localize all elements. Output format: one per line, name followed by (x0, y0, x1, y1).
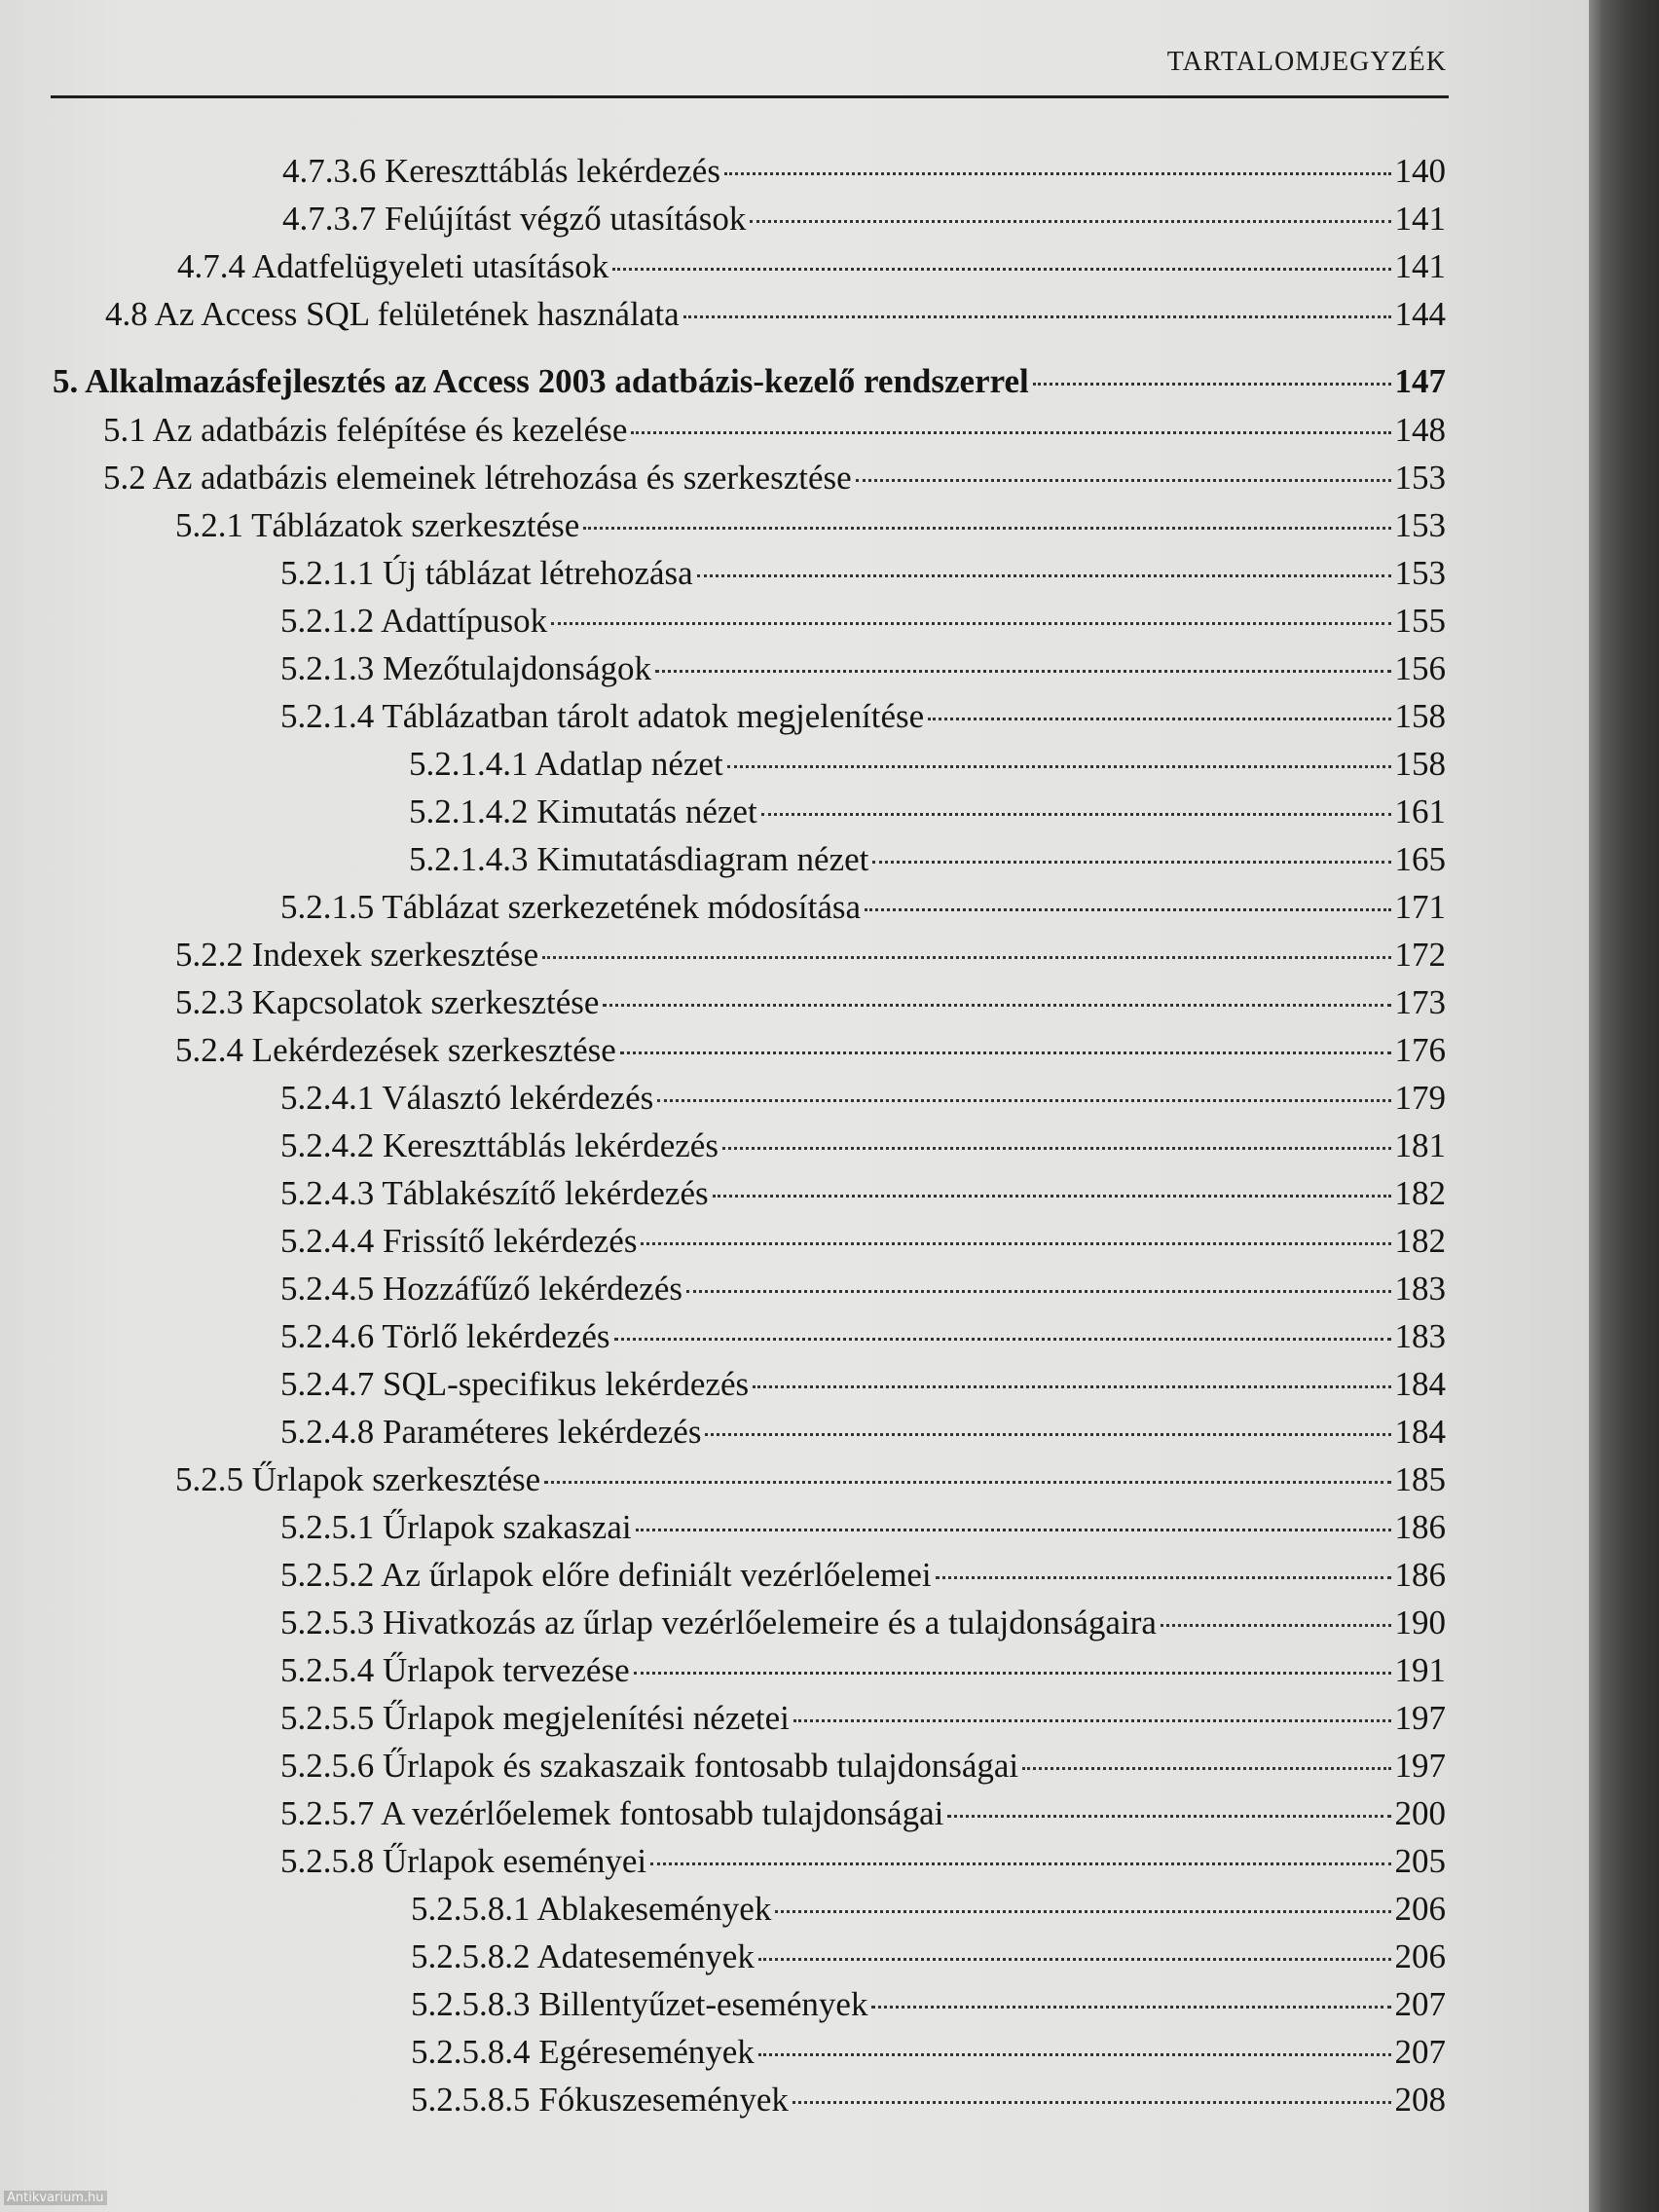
toc-entry-label: 5.2.4.7 SQL-specifikus lekérdezés (280, 1365, 750, 1403)
toc-entry-page: 148 (1394, 411, 1446, 449)
dot-leader (641, 1242, 1390, 1245)
toc-entry (175, 983, 1446, 1031)
dot-leader (705, 1433, 1390, 1436)
dot-leader (722, 1147, 1391, 1150)
toc-entry-page: 153 (1394, 506, 1446, 544)
toc-entry-label: 5.2.5.4 Űrlapok tervezése (280, 1651, 630, 1689)
toc-entry-page: 184 (1394, 1413, 1446, 1451)
toc-entry (280, 1365, 1446, 1413)
toc-entry (280, 1747, 1446, 1794)
toc-entry-page: 155 (1394, 602, 1446, 640)
toc-entry-label: 5.2.5.2 Az űrlapok előre definiált vezérlőelemei (280, 1556, 932, 1594)
toc-entry-label: 5.1 Az adatbázis felépítése és kezelése (103, 411, 628, 449)
toc-entry-label: 5.2.1 Táblázatok szerkesztése (175, 506, 580, 544)
toc-entry (280, 1508, 1446, 1556)
toc-entry-label: 4.7.3.6 Kereszttáblás lekérdezés (282, 152, 720, 190)
toc-entry-label: 5.2.3 Kapcsolatok szerkesztése (175, 983, 600, 1021)
toc-entry-page: 205 (1394, 1842, 1446, 1880)
toc-entry-page: 191 (1394, 1651, 1446, 1689)
dot-leader (686, 1290, 1391, 1293)
toc-entry (280, 1842, 1446, 1890)
toc-entry (175, 936, 1446, 983)
toc-entry (280, 554, 1446, 602)
toc-entry (280, 697, 1446, 745)
dot-leader (1022, 1767, 1390, 1770)
dot-leader (936, 1576, 1391, 1579)
dot-leader (947, 1815, 1390, 1818)
toc-entry-page: 144 (1394, 295, 1446, 333)
toc-entry (411, 2033, 1446, 2081)
toc-entry-page: 140 (1394, 152, 1446, 190)
toc-entry-page: 206 (1394, 1890, 1446, 1928)
toc-entry-label: 5.2.4.3 Táblakészítő lekérdezés (280, 1174, 709, 1212)
dot-leader (551, 622, 1390, 625)
toc-entry-page: 186 (1394, 1508, 1446, 1546)
toc-entry-page: 173 (1394, 983, 1446, 1021)
toc-entry-page: 183 (1394, 1270, 1446, 1308)
toc-entry-page: 207 (1394, 1985, 1446, 2023)
toc-entry-page: 147 (1394, 362, 1446, 400)
toc-entry (409, 793, 1446, 840)
toc-entry-page: 141 (1394, 200, 1446, 238)
toc-entry (175, 1031, 1446, 1079)
toc-entry (175, 1460, 1446, 1508)
toc-entry (411, 2081, 1446, 2128)
toc-entry (411, 1937, 1446, 1985)
dot-leader (713, 1195, 1391, 1198)
toc-entry-page: 171 (1394, 888, 1446, 926)
toc-entry (280, 888, 1446, 936)
dot-leader (612, 268, 1390, 271)
toc-entry-label: 5.2.1.1 Új táblázat létrehozása (280, 554, 693, 592)
toc-entry-page: 156 (1394, 649, 1446, 687)
toc-entry (105, 295, 1446, 343)
dot-leader (614, 1338, 1391, 1341)
toc-entry (280, 649, 1446, 697)
toc-entry-label: 5.2.5.5 Űrlapok megjelenítési nézetei (280, 1699, 790, 1737)
book-page-edge (1589, 0, 1659, 2212)
toc-entry (411, 1985, 1446, 2033)
dot-leader (761, 813, 1391, 816)
toc-entry (103, 459, 1446, 506)
dot-leader (650, 1862, 1390, 1865)
toc-entry-label: 5.2.4.6 Törlő lekérdezés (280, 1317, 610, 1355)
toc-entry-label: 5.2.5.1 Űrlapok szakaszai (280, 1508, 632, 1546)
dot-leader (727, 765, 1391, 768)
dot-leader (620, 1051, 1391, 1054)
toc-entry-page: 179 (1394, 1079, 1446, 1117)
toc-entry-label: 4.7.4 Adatfelügyeleti utasítások (177, 247, 609, 285)
toc-entry (409, 745, 1446, 793)
toc-entry-label: 5.2.1.4 Táblázatban tárolt adatok megjelenítése (280, 697, 925, 735)
toc-entry-page: 172 (1394, 936, 1446, 974)
toc-entry-label: 5. Alkalmazásfejlesztés az Access 2003 adatbázis-kezelő rendszerrel (53, 362, 1029, 400)
toc-entry (282, 200, 1446, 247)
dot-leader (655, 670, 1390, 673)
toc-entry-label: 5.2.1.5 Táblázat szerkezetének módosítása (280, 888, 862, 926)
toc-entry-page: 183 (1394, 1317, 1446, 1355)
dot-leader (542, 956, 1390, 959)
dot-leader (758, 2053, 1391, 2056)
dot-leader (793, 1719, 1391, 1722)
toc-entry-page: 181 (1394, 1126, 1446, 1164)
toc-entry (280, 1699, 1446, 1747)
dot-leader (657, 1099, 1390, 1102)
toc-entry (280, 1270, 1446, 1317)
toc-entry (175, 506, 1446, 554)
toc-entry-page: 153 (1394, 459, 1446, 497)
toc-entry-page: 161 (1394, 793, 1446, 830)
toc-entry (409, 840, 1446, 888)
toc-entry-label: 5.2 Az adatbázis elemeinek létrehozása és szerkesztése (103, 459, 852, 497)
dot-leader (697, 574, 1391, 577)
dot-leader (871, 2006, 1390, 2009)
toc-entry-label: 5.2.5.6 Űrlapok és szakaszaik fontosabb tulajdonságai (280, 1747, 1019, 1785)
toc-entry-label: 5.2.1.4.3 Kimutatásdiagram nézet (409, 840, 869, 878)
toc-entry (280, 1222, 1446, 1270)
dot-leader (724, 172, 1391, 175)
dot-leader (750, 220, 1390, 223)
toc-entry-label: 5.2.5 Űrlapok szerkesztése (175, 1460, 541, 1498)
toc-entry (280, 1079, 1446, 1126)
dot-leader (1161, 1624, 1391, 1627)
toc-entry (280, 1794, 1446, 1842)
dot-leader (631, 431, 1390, 434)
toc-entry-label: 5.2.1.2 Adattípusok (280, 602, 548, 640)
toc-entry-label: 5.2.4.8 Paraméteres lekérdezés (280, 1413, 702, 1451)
toc-entry (280, 1413, 1446, 1460)
toc-entry-page: 158 (1394, 745, 1446, 783)
toc-entry (280, 602, 1446, 649)
running-header: TARTALOMJEGYZÉK (1166, 47, 1447, 77)
toc-entry-page: 197 (1394, 1747, 1446, 1785)
dot-leader (753, 1385, 1390, 1388)
dot-leader (1033, 383, 1391, 386)
dot-leader (603, 1004, 1390, 1007)
toc-entry-page: 200 (1394, 1794, 1446, 1832)
toc-entry-label: 5.2.5.8.4 Egéresemények (411, 2033, 755, 2071)
toc-entry (177, 247, 1446, 295)
header-rule (51, 95, 1449, 98)
dot-leader (683, 315, 1391, 318)
toc-entry-page: 185 (1394, 1460, 1446, 1498)
toc-entry (103, 411, 1446, 459)
dot-leader (872, 861, 1390, 864)
toc-chapter-entry (53, 362, 1446, 410)
dot-leader (544, 1481, 1390, 1484)
dot-leader (928, 718, 1390, 720)
toc-entry (280, 1651, 1446, 1699)
toc-entry-label: 5.2.1.3 Mezőtulajdonságok (280, 649, 652, 687)
toc-entry-label: 5.2.4 Lekérdezések szerkesztése (175, 1031, 616, 1069)
toc-entry-label: 4.8 Az Access SQL felületének használata (105, 295, 680, 333)
toc-entry-label: 5.2.2 Indexek szerkesztése (175, 936, 539, 974)
toc-entry (280, 1174, 1446, 1222)
toc-entry (411, 1890, 1446, 1937)
toc-entry-label: 5.2.5.8 Űrlapok eseményei (280, 1842, 647, 1880)
dot-leader (793, 2101, 1391, 2104)
toc-entry-page: 206 (1394, 1937, 1446, 1975)
toc-entry (280, 1604, 1446, 1651)
toc-entry-page: 197 (1394, 1699, 1446, 1737)
dot-leader (634, 1672, 1391, 1675)
toc-entry-page: 182 (1394, 1174, 1446, 1212)
toc-entry (280, 1126, 1446, 1174)
toc-entry-page: 158 (1394, 697, 1446, 735)
toc-entry-page: 141 (1394, 247, 1446, 285)
toc-entry (280, 1556, 1446, 1604)
watermark: Antikvarium.hu (4, 2191, 107, 2205)
dot-leader (758, 1958, 1391, 1961)
toc-entry (282, 152, 1446, 200)
toc-entry-label: 4.7.3.7 Felújítást végző utasítások (282, 200, 747, 238)
toc-entry-page: 186 (1394, 1556, 1446, 1594)
toc-entry-page: 190 (1394, 1604, 1446, 1641)
toc-entry-label: 5.2.4.2 Kereszttáblás lekérdezés (280, 1126, 719, 1164)
toc-entry-page: 165 (1394, 840, 1446, 878)
toc-entry-page: 176 (1394, 1031, 1446, 1069)
toc-entry-label: 5.2.1.4.2 Kimutatás nézet (409, 793, 757, 830)
toc-entry-page: 207 (1394, 2033, 1446, 2071)
dot-leader (636, 1529, 1391, 1531)
toc-entry-label: 5.2.5.8.3 Billentyűzet-események (411, 1985, 868, 2023)
toc-entry-label: 5.2.4.1 Választó lekérdezés (280, 1079, 654, 1117)
toc-entry-label: 5.2.5.7 A vezérlőelemek fontosabb tulajdonságai (280, 1794, 944, 1832)
dot-leader (583, 527, 1390, 530)
dot-leader (775, 1910, 1390, 1913)
toc-entry-label: 5.2.4.5 Hozzáfűző lekérdezés (280, 1270, 682, 1308)
toc-entry-label: 5.2.1.4.1 Adatlap nézet (409, 745, 723, 783)
toc-entry-page: 208 (1394, 2081, 1446, 2119)
dot-leader (856, 479, 1391, 482)
toc-entry-page: 184 (1394, 1365, 1446, 1403)
toc-entry-label: 5.2.5.8.1 Ablakesemények (411, 1890, 772, 1928)
toc-entry (280, 1317, 1446, 1365)
toc-entry-page: 153 (1394, 554, 1446, 592)
toc-entry-label: 5.2.5.3 Hivatkozás az űrlap vezérlőelemeire és a tulajdonságaira (280, 1604, 1157, 1641)
toc-entry-label: 5.2.4.4 Frissítő lekérdezés (280, 1222, 638, 1260)
toc-entry-label: 5.2.5.8.5 Fókuszesemények (411, 2081, 789, 2119)
toc-entry-page: 182 (1394, 1222, 1446, 1260)
dot-leader (865, 908, 1390, 911)
toc-entry-label: 5.2.5.8.2 Adatesemények (411, 1937, 755, 1975)
